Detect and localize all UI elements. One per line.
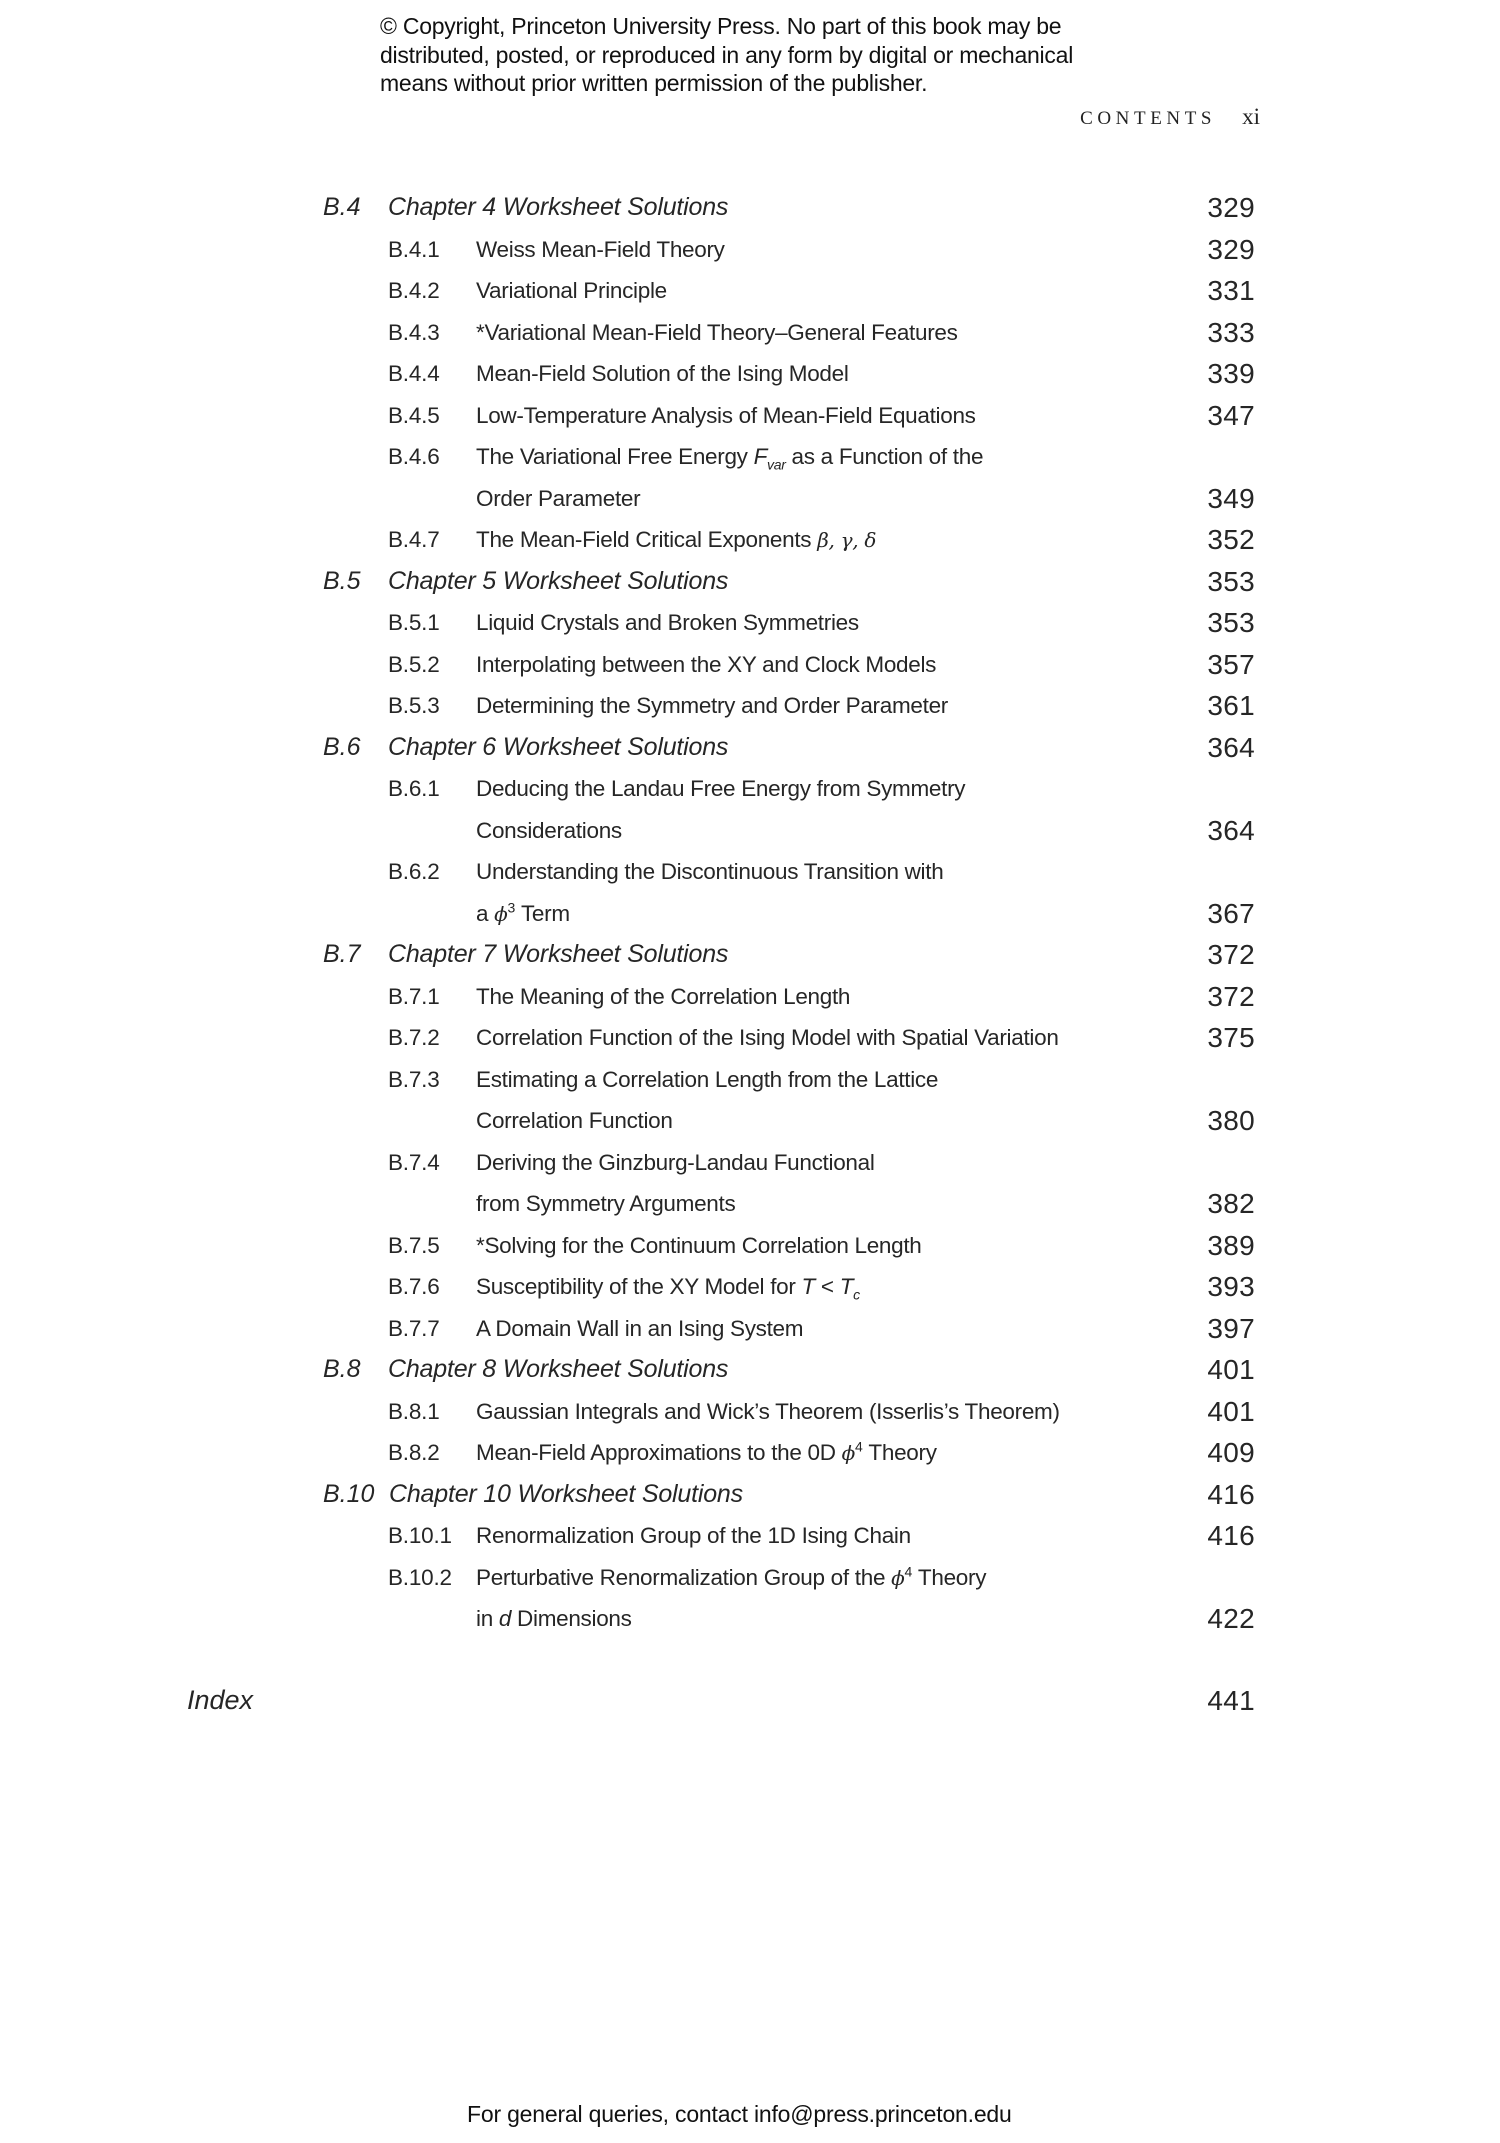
page-number: 364 [1207, 731, 1255, 763]
toc-entry[interactable] [0, 768, 1500, 810]
toc-entry[interactable] [0, 1225, 1500, 1267]
toc-entry[interactable] [0, 1557, 1500, 1599]
section-number: B.4 [323, 193, 361, 221]
section-number: B.6 [323, 732, 361, 761]
toc-section-b7[interactable] [0, 934, 1500, 976]
toc-entry-continuation[interactable] [0, 1598, 1500, 1640]
toc-entry[interactable] [0, 1308, 1500, 1350]
entry-title: Order Parameter [476, 485, 641, 511]
entry-number: B.10.1 [388, 1523, 452, 1548]
toc-entry[interactable] [0, 270, 1500, 312]
page-number: 416 [1207, 1478, 1255, 1510]
entry-number: B.5.1 [388, 610, 440, 635]
entry-title: in d Dimensions [476, 1606, 632, 1631]
entry-number: B.7.7 [388, 1315, 440, 1341]
running-head-page-number: xi [1242, 104, 1260, 129]
entry-title: Weiss Mean-Field Theory [476, 236, 725, 262]
page-number: 352 [1207, 524, 1255, 555]
page-number: 422 [1207, 1603, 1255, 1634]
entry-title: Interpolating between the XY and Clock Models [476, 651, 937, 677]
toc-entry-continuation[interactable] [0, 810, 1500, 852]
toc-entry[interactable] [0, 976, 1500, 1018]
entry-title: from Symmetry Arguments [476, 1191, 736, 1216]
section-number: B.5 [323, 566, 361, 595]
entry-title: Estimating a Correlation Length from the Lattice [476, 1066, 939, 1092]
entry-number: B.4.1 [388, 236, 440, 262]
math-phi: ϕ [494, 901, 508, 926]
section-number: B.7 [323, 940, 361, 968]
entry-number: B.6.1 [388, 776, 440, 801]
page-number: 397 [1207, 1312, 1255, 1344]
page-number: 357 [1207, 648, 1255, 680]
toc-section-b5[interactable] [0, 561, 1500, 603]
math-phi: ϕ [891, 1565, 905, 1590]
entry-number: B.5.3 [388, 693, 440, 718]
entry-number: B.4.4 [388, 361, 440, 386]
page-number: 367 [1207, 897, 1255, 929]
toc-entry[interactable] [0, 312, 1500, 354]
entry-number: B.4.7 [388, 527, 440, 552]
entry-title: Susceptibility of the XY Model for $T < T_c$ [476, 1274, 860, 1303]
toc-section-b6[interactable] [0, 727, 1500, 769]
toc-entry[interactable] [0, 1391, 1500, 1433]
toc-entry[interactable] [0, 519, 1500, 561]
index-title: Index [187, 1685, 254, 1715]
page-number: 409 [1207, 1437, 1255, 1468]
running-head [1000, 104, 1260, 130]
entry-title: Correlation Function [476, 1108, 673, 1133]
math-phi: ϕ [841, 1441, 855, 1465]
toc-entry[interactable] [0, 851, 1500, 893]
page-number: 339 [1207, 358, 1255, 389]
toc-section-b4[interactable] [0, 187, 1500, 229]
entry-number: B.4.3 [388, 319, 440, 345]
toc-entry[interactable] [0, 353, 1500, 395]
entry-number: B.8.2 [388, 1440, 440, 1465]
entry-title: Renormalization Group of the 1D Ising Chain [476, 1523, 911, 1548]
entry-number: B.10.2 [388, 1564, 452, 1590]
toc-index[interactable] [0, 1680, 1500, 1722]
entry-title: Deriving the Ginzburg-Landau Functional [476, 1149, 875, 1175]
toc-entry[interactable] [0, 1017, 1500, 1059]
page-number: 375 [1207, 1022, 1255, 1053]
toc-entry[interactable] [0, 229, 1500, 271]
entry-title: Low-Temperature Analysis of Mean-Field Equations [476, 402, 976, 428]
toc-entry[interactable] [0, 644, 1500, 686]
entry-title: *Solving for the Continuum Correlation Length [476, 1232, 922, 1258]
copyright-line: means without prior written permission of the publisher. [380, 70, 928, 96]
page-number: 353 [1207, 565, 1255, 597]
page-number: 380 [1207, 1105, 1255, 1136]
toc-section-b8[interactable] [0, 1349, 1500, 1391]
entry-number: B.4.6 [388, 444, 440, 469]
page-number: 401 [1207, 1395, 1255, 1427]
page-number: 331 [1207, 275, 1255, 306]
toc-entry[interactable] [0, 1059, 1500, 1101]
entry-title: The Meaning of the Correlation Length [476, 983, 851, 1009]
entry-title: Correlation Function of the Ising Model with Spatial Variation [476, 1025, 1059, 1050]
entry-title: Mean-Field Approximations to the 0D $\phi^4$ Theory [476, 1438, 937, 1465]
entry-number: B.7.2 [388, 1025, 440, 1050]
entry-number: B.7.5 [388, 1232, 440, 1258]
page-number: 364 [1207, 814, 1255, 846]
section-number: B.8 [323, 1355, 361, 1383]
page-number: 389 [1207, 1229, 1255, 1261]
toc-entry-continuation[interactable] [0, 893, 1500, 935]
entry-title: Mean-Field Solution of the Ising Model [476, 361, 849, 386]
entry-title: Considerations [476, 817, 622, 843]
entry-number: B.6.2 [388, 859, 440, 884]
page-number: 372 [1207, 939, 1255, 970]
page-number: 372 [1207, 980, 1255, 1012]
toc-entry[interactable] [0, 1266, 1500, 1308]
copyright-line: © Copyright, Princeton University Press. No part of this book may be [380, 13, 1062, 39]
page-number: 393 [1207, 1271, 1255, 1302]
entry-number: B.7.4 [388, 1149, 440, 1175]
entry-title: Deducing the Landau Free Energy from Symmetry [476, 776, 966, 801]
running-head-label: CONTENTS [1080, 108, 1217, 129]
toc-entry[interactable] [0, 1515, 1500, 1557]
section-title: Chapter 4 Worksheet Solutions [388, 193, 729, 221]
section-title: Chapter 7 Worksheet Solutions [388, 940, 729, 968]
entry-number: B.7.6 [388, 1274, 440, 1299]
entry-number: B.5.2 [388, 651, 440, 677]
copyright-line: distributed, posted, or reproduced in any form by digital or mechanical [380, 41, 1074, 68]
entry-number: B.4.5 [388, 402, 440, 428]
page-number: 441 [1207, 1685, 1255, 1716]
page-number: 361 [1207, 690, 1255, 721]
page-number: 347 [1207, 399, 1255, 431]
entry-title: Understanding the Discontinuous Transition with [476, 859, 944, 884]
entry-title: Determining the Symmetry and Order Parameter [476, 693, 948, 718]
page-number: 353 [1207, 607, 1255, 638]
entry-number: B.7.1 [388, 983, 440, 1009]
toc-entry[interactable] [0, 436, 1500, 478]
math-f: F [753, 444, 768, 469]
entry-number: B.8.1 [388, 1398, 440, 1424]
page-number: 401 [1207, 1354, 1255, 1385]
entry-title: *Variational Mean-Field Theory–General Features [476, 319, 958, 345]
entry-title: a $\phi^3$ Term [476, 899, 570, 926]
toc-entry[interactable] [0, 1142, 1500, 1184]
footer-contact: For general queries, contact info@press.princeton.edu [467, 2101, 1012, 2127]
toc-entry-continuation[interactable] [0, 1183, 1500, 1225]
page-number: 333 [1207, 316, 1255, 348]
entry-title: Perturbative Renormalization Group of the $\phi^4$ Theory [476, 1563, 987, 1590]
entry-title: Gaussian Integrals and Wick’s Theorem (Isserlis’s Theorem) [476, 1398, 1060, 1424]
toc-entry-continuation[interactable] [0, 1100, 1500, 1142]
entry-number: B.7.3 [388, 1066, 440, 1092]
section-title: Chapter 8 Worksheet Solutions [388, 1355, 729, 1383]
page-number: 382 [1207, 1188, 1255, 1219]
section-title: Chapter 6 Worksheet Solutions [388, 732, 729, 761]
copyright-notice [380, 12, 1180, 98]
math-greek: β, γ, δ [817, 528, 877, 552]
section-number: B.10 [323, 1479, 375, 1508]
entry-title: A Domain Wall in an Ising System [476, 1315, 804, 1341]
section-title: Chapter 5 Worksheet Solutions [388, 566, 729, 595]
entry-title: The Variational Free Energy $F_{var}$ as a Function of the [476, 444, 984, 473]
entry-title: The Mean-Field Critical Exponents β, γ, δ [476, 527, 877, 552]
page-number: 349 [1207, 482, 1255, 514]
page-number: 329 [1207, 192, 1255, 223]
entry-number: B.4.2 [388, 278, 440, 303]
entry-title: Variational Principle [476, 278, 667, 303]
toc-entry[interactable] [0, 685, 1500, 727]
page-number: 416 [1207, 1520, 1255, 1551]
toc-entry-continuation[interactable] [0, 478, 1500, 520]
toc-entry[interactable] [0, 602, 1500, 644]
entry-title: Liquid Crystals and Broken Symmetries [476, 610, 859, 635]
toc-section-b10[interactable] [0, 1474, 1500, 1516]
toc-entry[interactable] [0, 395, 1500, 437]
page-number: 329 [1207, 233, 1255, 265]
section-title: Chapter 10 Worksheet Solutions [389, 1479, 743, 1508]
toc-entry[interactable] [0, 1432, 1500, 1474]
